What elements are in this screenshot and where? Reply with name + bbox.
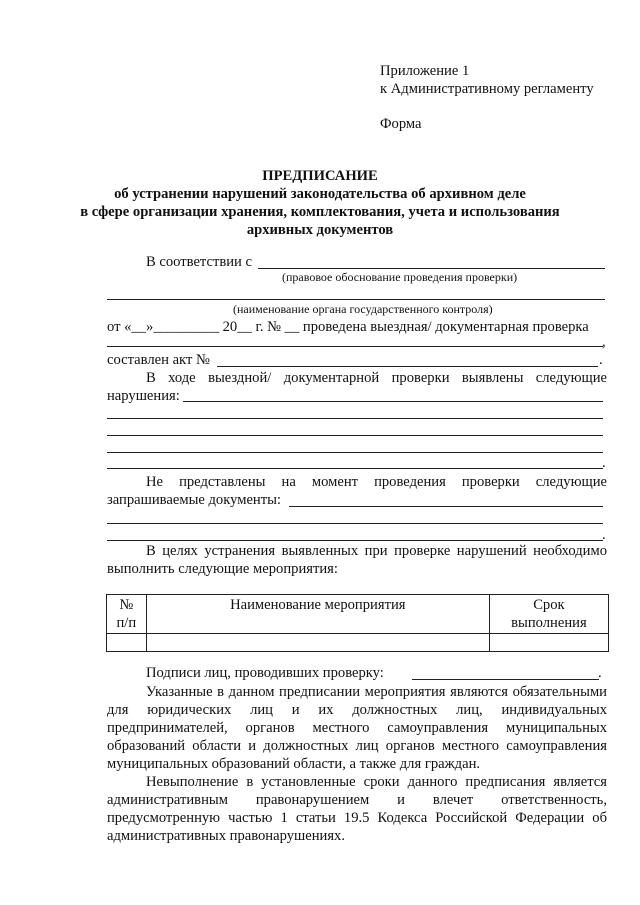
accordance-label: В соответствии с [146,254,252,270]
violations-field-4[interactable] [107,452,603,453]
table-header-row [107,595,609,634]
violations-field-3[interactable] [107,435,603,436]
authority-hint: (наименование органа государственного контроля) [233,302,493,316]
violations-field-2[interactable] [107,418,603,419]
liability-paragraph: Невыполнение в установленные сроки данного предписания является административным правонарушением и влечет ответственность, предусмотренную частью 1 статьи 19.5 Кодекса Российской Федерации об административных правонарушениях. [107,774,607,844]
signatures-field[interactable] [412,679,599,680]
col-number-header: № [119,597,134,613]
title-line-2: в сфере организации хранения, комплектования, учета и использования [80,204,560,220]
act-label: составлен акт № [107,352,210,368]
document-title: ПРЕДПИСАНИЕ [262,168,378,184]
measures-label: выполнить следующие мероприятия: [107,561,338,577]
violations-period: . [602,455,606,471]
table-row [107,634,609,652]
mandatory-paragraph: Указанные в данном предписании мероприятия являются обязательными для юридических лиц и их должностных лиц, индивидуальных предпринимателей, органов местного самоуправления муниципальных образований области и должностных лиц органов местного самоуправления муниципальных образований области, а также для граждан. [107,684,607,772]
measures-paragraph: В целях устранения выявленных при проверке нарушений необходимо [146,543,607,559]
requested-docs-label: запрашиваемые документы: [107,492,281,508]
requested-docs-field-1[interactable] [289,506,603,507]
appendix-label: Приложение 1 [380,63,470,79]
legal-basis-hint: (правовое обоснование проведения проверки) [282,270,518,284]
authority-field[interactable] [107,299,605,300]
title-line-1: об устранении нарушений законодательства об архивном деле [114,186,526,202]
violations-field-1[interactable] [183,401,603,402]
violations-paragraph: В ходе выездной/ документарной проверки выявлены следующие [146,370,607,386]
title-line-3: архивных документов [246,222,394,238]
violations-field-5[interactable] [107,468,603,469]
signatures-period: . [598,665,602,681]
violations-label: нарушения: [107,388,180,404]
act-period: . [599,352,603,368]
col-deadline-header: Срок [533,597,565,613]
not-submitted-paragraph: Не представлены на момент проведения проверки следующие [146,474,607,490]
inspection-field[interactable] [107,346,603,347]
measures-table [106,594,609,652]
col-measure-header: Наименование мероприятия [230,597,406,613]
act-number-field[interactable] [217,366,598,367]
regulation-label: к Административному регламенту [380,81,594,97]
cell-deadline[interactable] [489,634,608,652]
col-number-header-sub: п/п [116,615,137,631]
date-line: от «__»_________ 20__ г. № __ проведена выездная/ документарная проверка [107,319,589,335]
signatures-label: Подписи лиц, проводивших проверку: [146,665,384,681]
col-deadline-header-sub: выполнения [511,615,587,631]
cell-number[interactable] [107,634,147,652]
legal-basis-field[interactable] [258,268,605,269]
requested-docs-period: . [602,527,606,543]
form-label: Форма [380,116,422,132]
comma-mark: , [602,334,606,350]
requested-docs-field-2[interactable] [107,523,603,524]
requested-docs-field-3[interactable] [107,540,603,541]
cell-measure[interactable] [146,634,489,652]
